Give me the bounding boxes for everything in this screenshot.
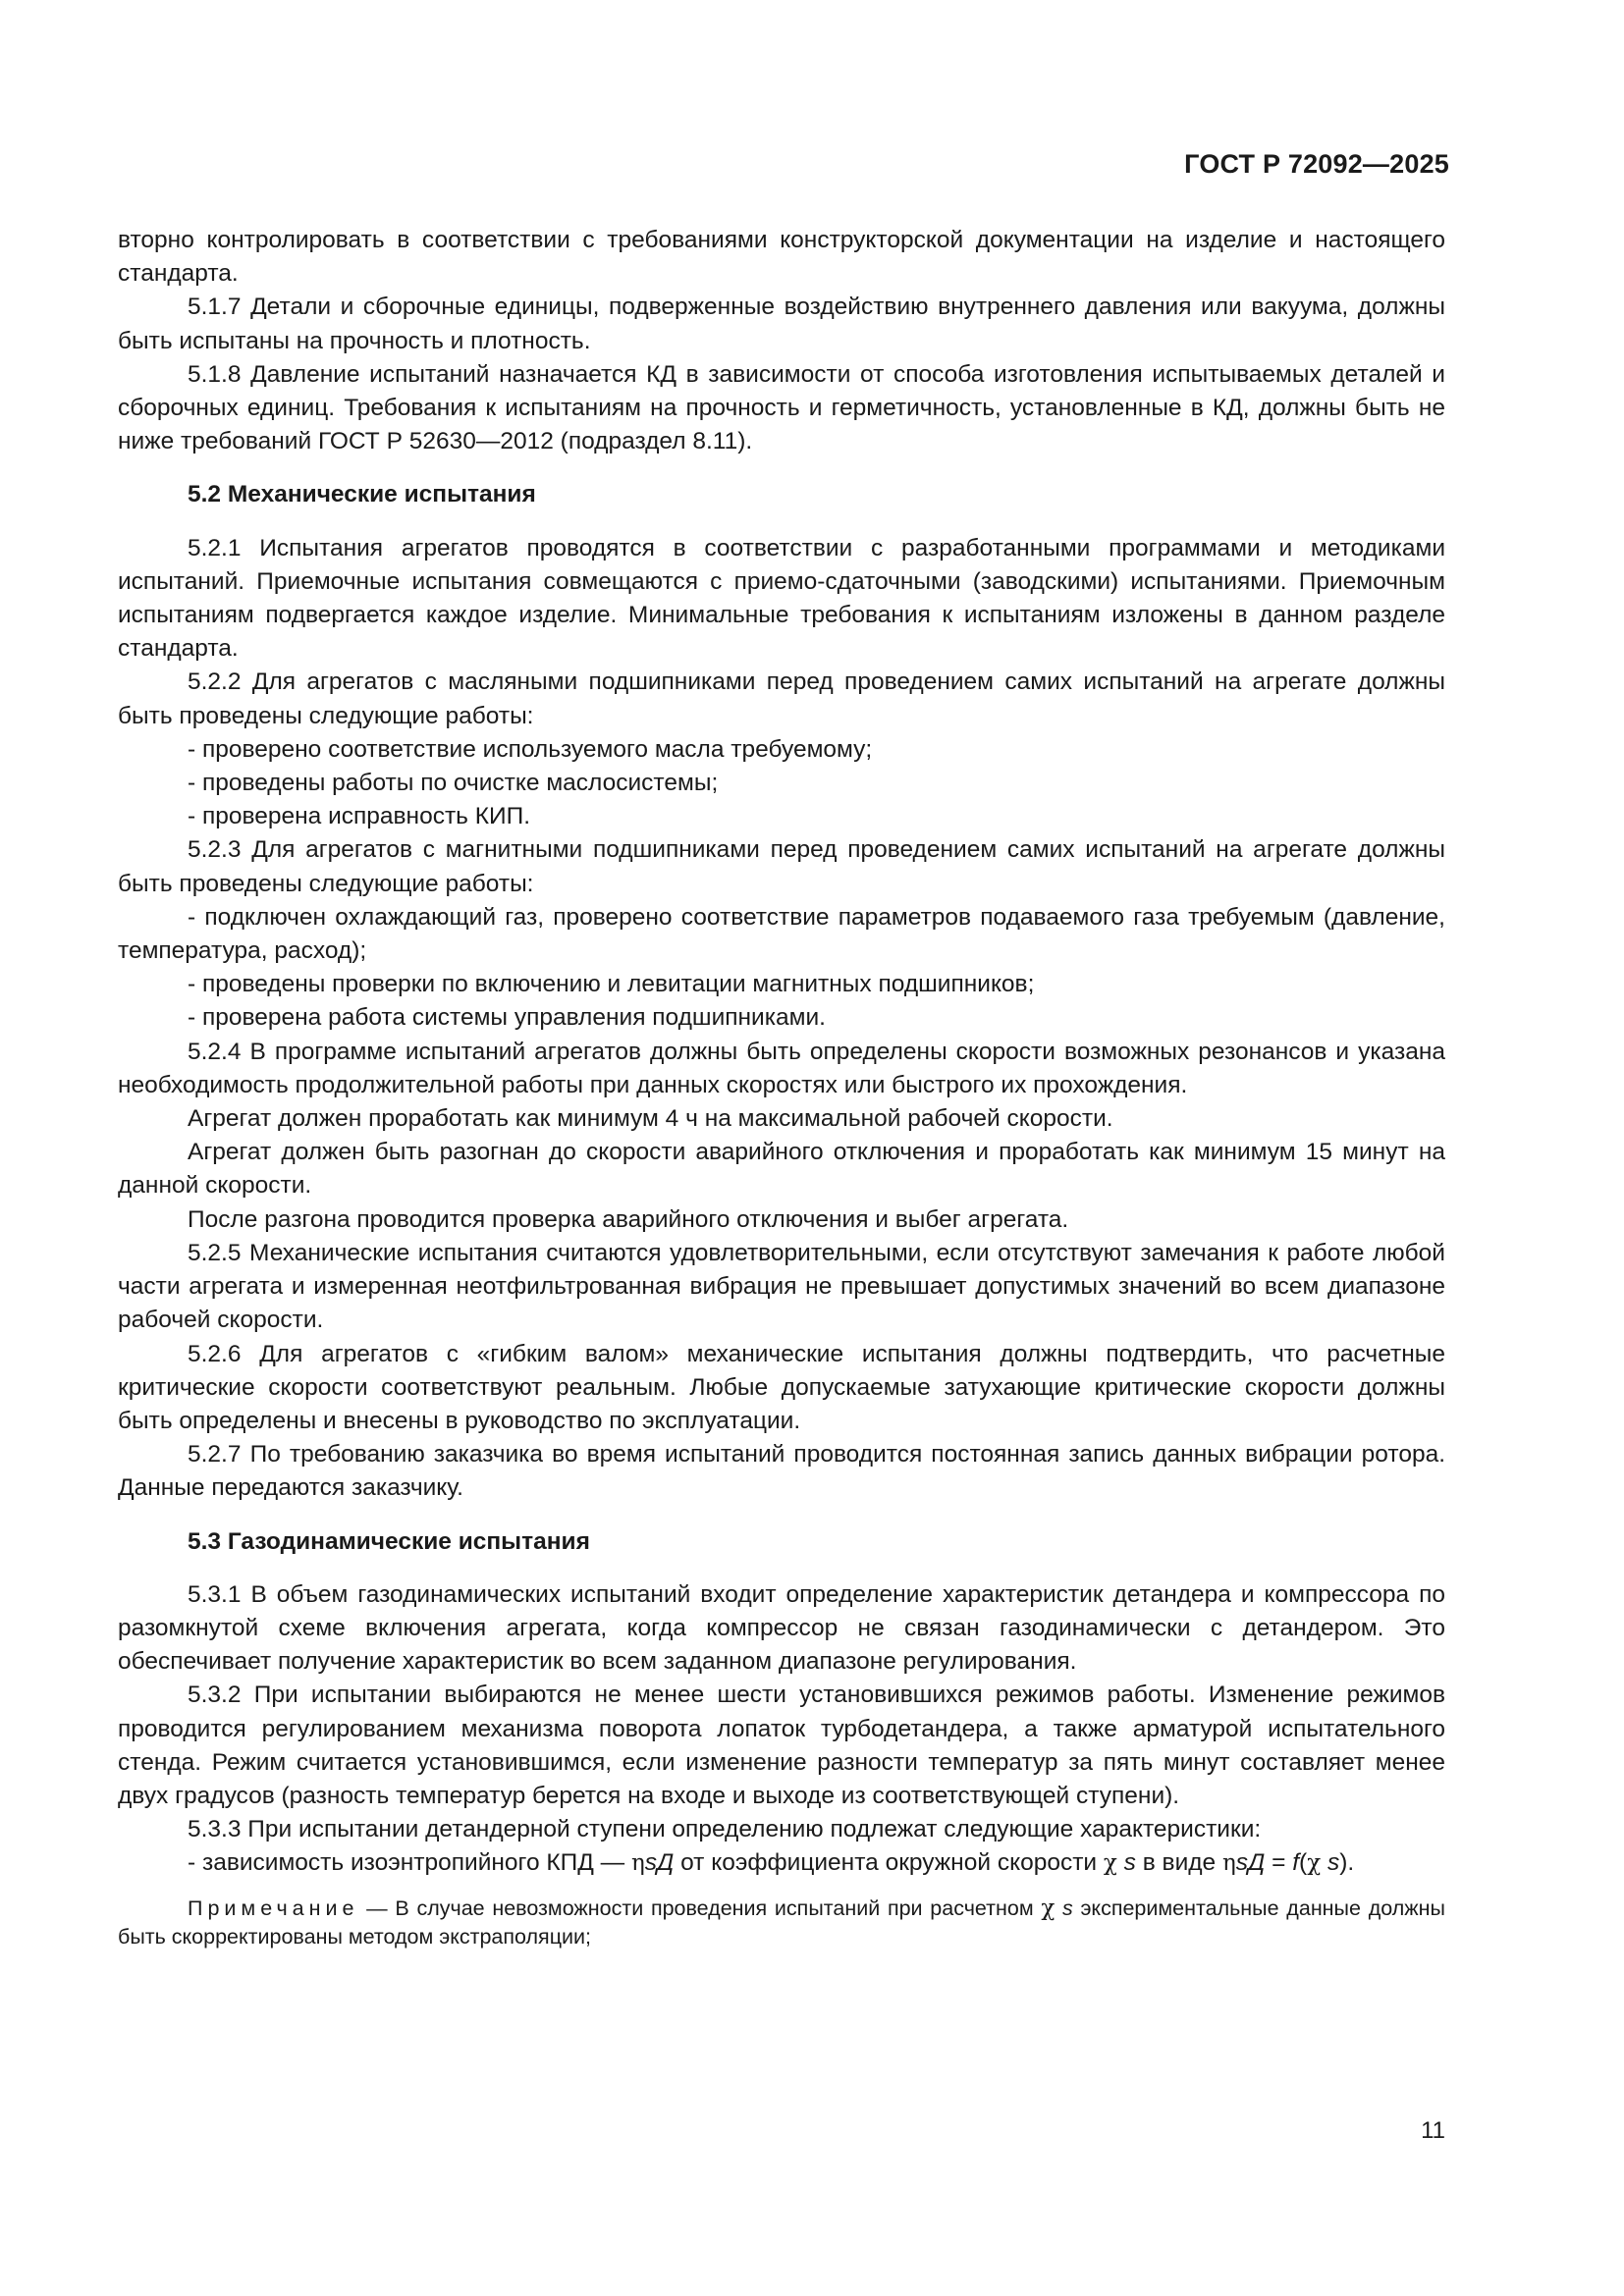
paragraph-5-3-2: 5.3.2 При испытании выбираются не менее шести установившихся режимов работы. Изменение режимов проводится регулированием механизма поворота лопаток турбодетандера, а также арматурой испытательного стенда. Режим считается установившимся, если изменение разности температур за пять минут составляет менее двух градусов (разность температур берется на входе и выходе из соответствующей ступени). (118, 1682, 1445, 1809)
note-text: экспериментальные данные должны быть скорректированы методом экстраполяции; (118, 1896, 1445, 1949)
eta-symbol: η (630, 1850, 645, 1877)
document-id-header: ГОСТ Р 72092—2025 (1184, 149, 1449, 179)
paren-open: ( (1299, 1849, 1308, 1877)
variable-s: s (1123, 1849, 1136, 1877)
paragraph-5-2-6: 5.2.6 Для агрегатов с «гибким валом» механические испытания должны подтвердить, что расчетные критические скорости соответствуют реальным. Любые допускаемые затухающие критические скорости должны быть определены и внесены в руководство по эксплуатации. (118, 1340, 1445, 1434)
list-item: - проведены работы по очистке маслосистемы; (188, 770, 719, 797)
list-item: - подключен охлаждающий газ, проверено соответствие параметров подаваемого газа требуемым (давление, температура, расход); (118, 903, 1445, 965)
paragraph-5-2-4-c: После разгона проводится проверка аварийного отключения и выбег агрегата. (188, 1205, 1069, 1233)
page-number: 11 (1421, 2117, 1445, 2144)
note-label: Примечание (188, 1896, 359, 1920)
paragraph-5-1-8: 5.1.8 Давление испытаний назначается КД в зависимости от способа изготовления испытываемых деталей и сборочных единиц. Требования к испытаниям на прочность и герметичность, установленные в КД, должны быть не ниже требований ГОСТ Р 52630—2012 (подраздел 8.11). (118, 360, 1445, 455)
document-body (118, 224, 1445, 1952)
paragraph-5-2-4: 5.2.4 В программе испытаний агрегатов должны быть определены скорости возможных резонансов и указана необходимость продолжительной работы при данных скоростях или быстрого их прохождения. (118, 1038, 1445, 1098)
paren-close: ). (1339, 1849, 1355, 1877)
paragraph-5-3-1: 5.3.1 В объем газодинамических испытаний входит определение характеристик детандера и компрессора по разомкнутой схеме включения агрегата, когда компрессор не связан газодинамически с детандером. Это обеспечивает получение характеристик во всем заданном диапазоне регулирования. (118, 1580, 1445, 1676)
function-f: f (1292, 1849, 1300, 1877)
subscript-sd: sД (1235, 1849, 1266, 1877)
list-item: - проверена исправность КИП. (188, 803, 531, 830)
chi-symbol: χ (1307, 1850, 1322, 1877)
paragraph-5-2-4-b: Агрегат должен быть разогнан до скорости аварийного отключения и проработать как минимум 15 минут на данной скорости. (118, 1139, 1445, 1200)
paragraph-5-1-7: 5.1.7 Детали и сборочные единицы, подверженные воздействию внутреннего давления или вакуума, должны быть испытаны на прочность и плотность. (118, 294, 1445, 354)
paragraph-5-2-3: 5.2.3 Для агрегатов с магнитными подшипниками перед проведением самих испытаний на агрегате должны быть проведены следующие работы: (118, 836, 1445, 897)
paragraph-continuation: вторно контролировать в соответствии с требованиями конструкторской документации на изделие и настоящего стандарта. (118, 227, 1445, 288)
variable-s: s (1061, 1896, 1073, 1920)
chi-symbol: χ (1041, 1895, 1056, 1921)
list-item: - проверена работа системы управления подшипниками. (188, 1004, 826, 1032)
paragraph-5-2-5: 5.2.5 Механические испытания считаются удовлетворительными, если отсутствуют замечания к работе любой части агрегата и измеренная неотфильтрованная вибрация не превышает допустимых значений во всем диапазоне рабочей скорости. (118, 1239, 1445, 1334)
chi-symbol: χ (1103, 1850, 1117, 1877)
formula-text: - зависимость изоэнтропийного КПД — (188, 1849, 625, 1877)
paragraph-5-2-7: 5.2.7 По требованию заказчика во время испытаний проводится постоянная запись данных вибрации ротора. Данные передаются заказчику. (118, 1441, 1445, 1502)
formula-paragraph (118, 1846, 1445, 1880)
subscript-sd: sД (644, 1849, 675, 1877)
section-heading-5-2: 5.2 Механические испытания (188, 481, 536, 508)
note-text: — В случае невозможности проведения испытаний при расчетном (358, 1896, 1034, 1920)
list-item: - проверено соответствие используемого масла требуемому; (188, 735, 873, 763)
formula-text: от коэффициента окружной скорости (680, 1849, 1098, 1877)
paragraph-5-3-3: 5.3.3 При испытании детандерной ступени определению подлежат следующие характеристики: (188, 1816, 1262, 1843)
list-item: - проведены проверки по включению и левитации магнитных подшипников; (188, 971, 1035, 998)
variable-s: s (1326, 1849, 1340, 1877)
paragraph-5-2-2: 5.2.2 Для агрегатов с масляными подшипниками перед проведением самих испытаний на агрегате должны быть проведены следующие работы: (118, 668, 1445, 729)
note-paragraph (118, 1895, 1445, 1952)
paragraph-5-2-4-a: Агрегат должен проработать как минимум 4 ч на максимальной рабочей скорости. (188, 1105, 1113, 1133)
paragraph-5-2-1: 5.2.1 Испытания агрегатов проводятся в соответствии с разработанными программами и методиками испытаний. Приемочные испытания совмещаются с приемо-сдаточными (заводскими) испытаниями. Приемочным испытаниям подвергается каждое изделие. Минимальные требования к испытаниям изложены в данном разделе стандарта. (118, 534, 1445, 663)
section-heading-5-3: 5.3 Газодинамические испытания (188, 1527, 590, 1555)
eta-symbol: η (1222, 1850, 1236, 1877)
equals-sign: = (1272, 1849, 1286, 1877)
formula-text: в виде (1142, 1849, 1217, 1877)
